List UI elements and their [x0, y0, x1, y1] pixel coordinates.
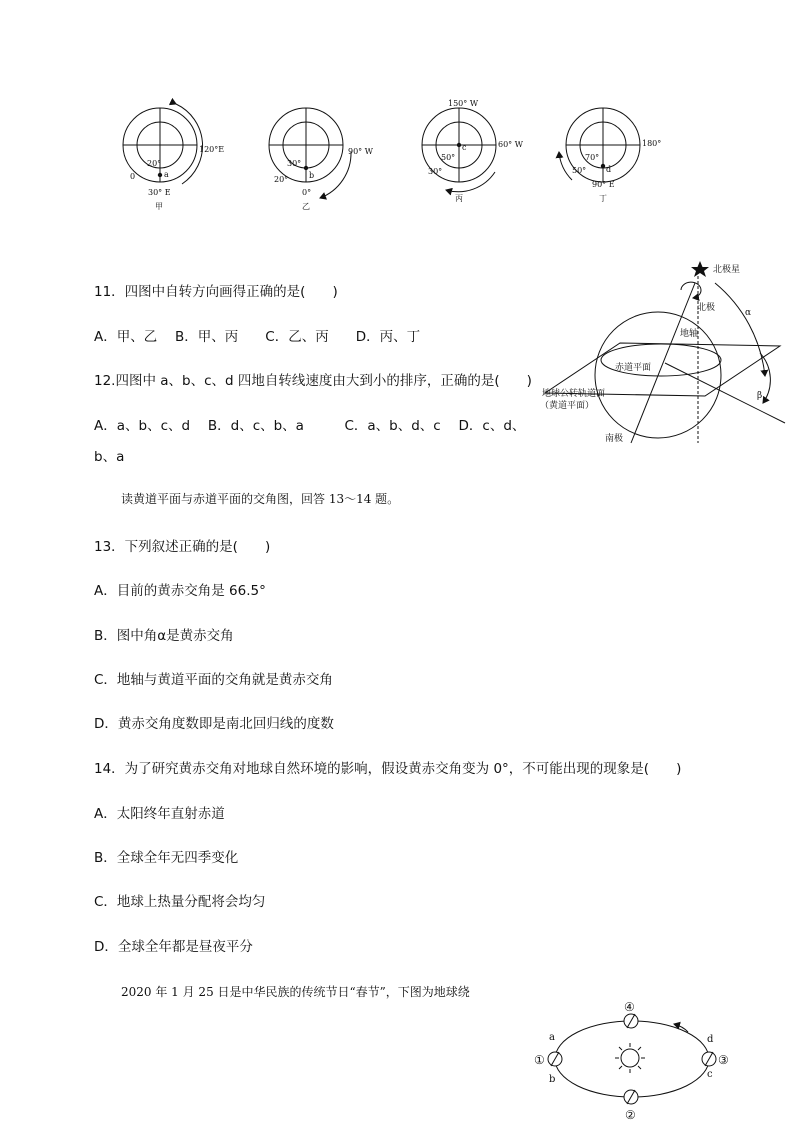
orbit-label-b: b — [549, 1074, 556, 1085]
north-pole-label: 北极 — [697, 303, 716, 313]
ding-lon-bottom: 90° E — [592, 180, 615, 189]
q14-option-a: A．太阳终年直射赤道 — [94, 806, 225, 822]
orbit-pos-4: ④ — [624, 1000, 635, 1014]
jia-lon-bottom: 30° E — [148, 188, 171, 197]
q12-options-cont: b、a — [94, 449, 125, 465]
q14-option-b: B．全球全年无四季变化 — [94, 850, 239, 866]
q13-option-c: C．地轴与黄道平面的交角就是黄赤交角 — [94, 672, 333, 688]
ding-title: 丁 — [599, 194, 607, 203]
q12-options: A．a、b、c、d B．d、c、b、a C．a、b、d、c D．c、d、 — [94, 418, 526, 434]
yi-lon-right: 90° W — [348, 147, 373, 156]
yi-lon-bottom: 0° — [302, 188, 312, 197]
alpha-label: α — [745, 308, 752, 318]
q13-option-b: B．图中角α是黄赤交角 — [94, 628, 234, 644]
jia-title: 甲 — [155, 202, 163, 211]
jia-point: a — [164, 170, 169, 179]
bing-title: 丙 — [455, 194, 463, 203]
orbit-diagram — [530, 997, 745, 1121]
jia-lat-outer: 0 — [130, 172, 136, 181]
bing-lon-right: 60° W — [498, 140, 523, 149]
q14-stem: 14．为了研究黄赤交角对地球自然环境的影响，假设黄赤交角变为 0°，不可能出现的现象是( ) — [94, 761, 682, 777]
orbit-pos-3: ③ — [718, 1053, 729, 1067]
q12-stem: 12.四图中 a、b、c、d 四地自转线速度由大到小的排序，正确的是( ) — [94, 373, 532, 389]
yi-point: b — [309, 171, 315, 180]
yi-lat-inner: 30° — [287, 159, 302, 168]
orbit-label-c: c — [707, 1069, 713, 1080]
ding-point: d — [606, 165, 612, 174]
intro-13-14: 读黄道平面与赤道平面的交角图，回答 13～14 题。 — [121, 492, 400, 506]
bing-lat-inner: 50° — [441, 153, 456, 162]
ding-lat-inner: 70° — [585, 153, 600, 162]
ecliptic-globe-diagram — [535, 258, 787, 450]
yi-title: 乙 — [302, 202, 310, 211]
ding-lon-right: 180° — [642, 139, 662, 148]
q11-stem: 11．四图中自转方向画得正确的是( ) — [94, 284, 338, 300]
south-pole-label: 南极 — [605, 434, 624, 444]
beta-label: β — [757, 391, 763, 401]
intro-next: 2020 年 1 月 25 日是中华民族的传统节日“春节”，下图为地球绕 — [121, 985, 470, 999]
orbit-plane-alt-label: （黄道平面） — [540, 401, 595, 411]
q13-stem: 13．下列叙述正确的是( ) — [94, 539, 271, 555]
orbit-label-d: d — [707, 1034, 714, 1045]
bing-lon-top: 150° W — [448, 99, 479, 108]
ding-lat-outer: 50° — [572, 166, 587, 175]
bing-point: c — [462, 143, 467, 152]
q14-option-d: D．全球全年都是昼夜平分 — [94, 939, 253, 955]
orbit-label-a: a — [549, 1032, 555, 1043]
orbit-pos-1: ① — [534, 1053, 545, 1067]
q11-options: A．甲、乙 B．甲、丙 C．乙、丙 D．丙、丁 — [94, 329, 421, 345]
q13-option-d: D．黄赤交角度数即是南北回归线的度数 — [94, 716, 334, 732]
q14-option-c: C．地球上热量分配将会均匀 — [94, 894, 266, 910]
jia-lat-inner: 20° — [147, 159, 162, 168]
bing-lat-outer: 30° — [428, 167, 443, 176]
axis-label: 地轴 — [680, 329, 699, 339]
north-star-label: 北极星 — [713, 265, 741, 275]
jia-lon-right: 120°E — [199, 145, 225, 154]
q13-option-a: A．目前的黄赤交角是 66.5° — [94, 583, 266, 599]
orbit-pos-2: ② — [625, 1108, 636, 1121]
equator-plane-label: 赤道平面 — [615, 363, 652, 373]
yi-lat-outer: 20° — [274, 175, 289, 184]
diagram-yi — [269, 108, 351, 198]
orbit-plane-label: 地球公转轨道面 — [542, 389, 606, 399]
diagram-bing — [422, 108, 496, 192]
polar-diagrams — [110, 92, 690, 222]
